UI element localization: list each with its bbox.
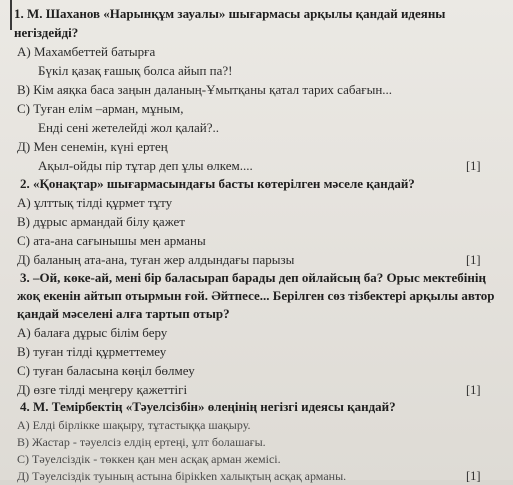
q4-title-line: [0, 398, 513, 416]
q3-option-c: [0, 362, 513, 380]
q1-title-1: 1. М. Шаханов «Нарынқұм зауалы» шығармасы арқылы қандай идеяны: [14, 6, 446, 21]
q3-title-2: жоқ екенін айтып отырмын ғой. Әйтпесе... Берілген сөз тізбектері арқылы автор: [17, 288, 495, 303]
q3-title-3: қандай мәселені алға тартып отыр?: [17, 306, 230, 321]
q3-score: [1]: [466, 383, 481, 397]
q2-option-a-text: А) ұлттық тілді құрмет тұту: [17, 195, 173, 210]
q2-option-b-text: В) дұрыс армандай білу қажет: [17, 214, 185, 229]
q4-option-a-text: А) Елді бірлікке шақыру, тұтастыққа шақыру.: [17, 418, 251, 432]
q1-option-d-text: Д) Мен сенемін, күні ертең: [17, 139, 168, 154]
q1-option-a-text: А) Махамбеттей батырға: [17, 44, 156, 59]
q3-option-a-text: А) балаға дұрыс білім беру: [17, 325, 168, 340]
q4-score: [1]: [466, 469, 481, 483]
q1-option-c: [0, 100, 513, 118]
q1-option-c-text: С) Туған елім –арман, мұным,: [17, 101, 184, 116]
q4-option-c-text: С) Тәуелсіздік - төккен қан мен асқақ арман жемісі.: [17, 452, 281, 466]
q2-option-c-text: С) ата-ана сағынышы мен арманы: [17, 233, 206, 248]
q4-option-d-text: Д) Тәуелсіздік туының астына бірікken халықтың асқақ арманы.: [17, 469, 347, 483]
q3-option-a: [0, 324, 513, 342]
q3-title-line-3: [0, 305, 513, 323]
q4-option-b-text: В) Жастар - тәуелсіз елдің ертеңі, ұлт болашағы.: [17, 435, 266, 449]
q1-title-line-1: [0, 5, 513, 23]
q1-option-b: [0, 81, 513, 99]
q1-option-a-text-2: Бүкіл қазақ ғашық болса айып па?!: [38, 63, 233, 78]
q4-option-d: [0, 467, 513, 485]
q1-title-2: негіздейді?: [14, 25, 79, 40]
q2-title-line: [0, 175, 513, 193]
q2-option-d: [0, 251, 513, 269]
q4-option-a: [0, 416, 513, 434]
q4-option-c: [0, 450, 513, 468]
q1-option-a-cont: [0, 62, 513, 80]
q3-title-1: 3. –Ой, көке-ай, мені бір баласырап барады деп ойлайсың ба? Орыс мектебінің: [20, 270, 487, 285]
q2-title: 2. «Қонақтар» шығармасындағы басты көтерілген мәселе қандай?: [20, 176, 415, 191]
q3-option-b-text: В) туған тілді құрметтемеу: [17, 344, 167, 359]
q1-option-d-text-2: Ақыл-ойды пір тұтар деп ұлы өлкем....: [38, 158, 253, 173]
q1-option-a: [0, 43, 513, 61]
q1-option-d-cont: [0, 157, 513, 175]
q2-option-d-text: Д) баланың ата-ана, туған жер алдындағы парызы: [17, 252, 295, 267]
q2-option-b: [0, 213, 513, 231]
q3-title-line-2: [0, 287, 513, 305]
q1-option-c-text-2: Енді сені жетелейді жол қалай?..: [38, 120, 220, 135]
q1-score: [1]: [466, 159, 481, 173]
q4-option-b: [0, 433, 513, 451]
q1-option-c-cont: [0, 119, 513, 137]
q3-option-d-text: Д) өзге тілді меңгеру қажеттігі: [17, 382, 188, 397]
q1-option-d: [0, 138, 513, 156]
q3-option-c-text: С) туған баласына көңіл бөлмеу: [17, 363, 195, 378]
q3-option-b: [0, 343, 513, 361]
q4-title: 4. М. Темірбектің «Тәуелсізбін» өлеңінің негізгі идеясы қандай?: [20, 399, 396, 414]
q1-option-b-text: В) Кім аяқка баса заңын даланың-Ұмытқаны қатал тарих сабағын...: [17, 82, 393, 97]
q3-title-line-1: [0, 269, 513, 287]
q1-title-line-2: [0, 24, 513, 42]
q2-score: [1]: [466, 253, 481, 267]
q2-option-c: [0, 232, 513, 250]
q2-option-a: [0, 194, 513, 212]
q3-option-d: [0, 381, 513, 399]
